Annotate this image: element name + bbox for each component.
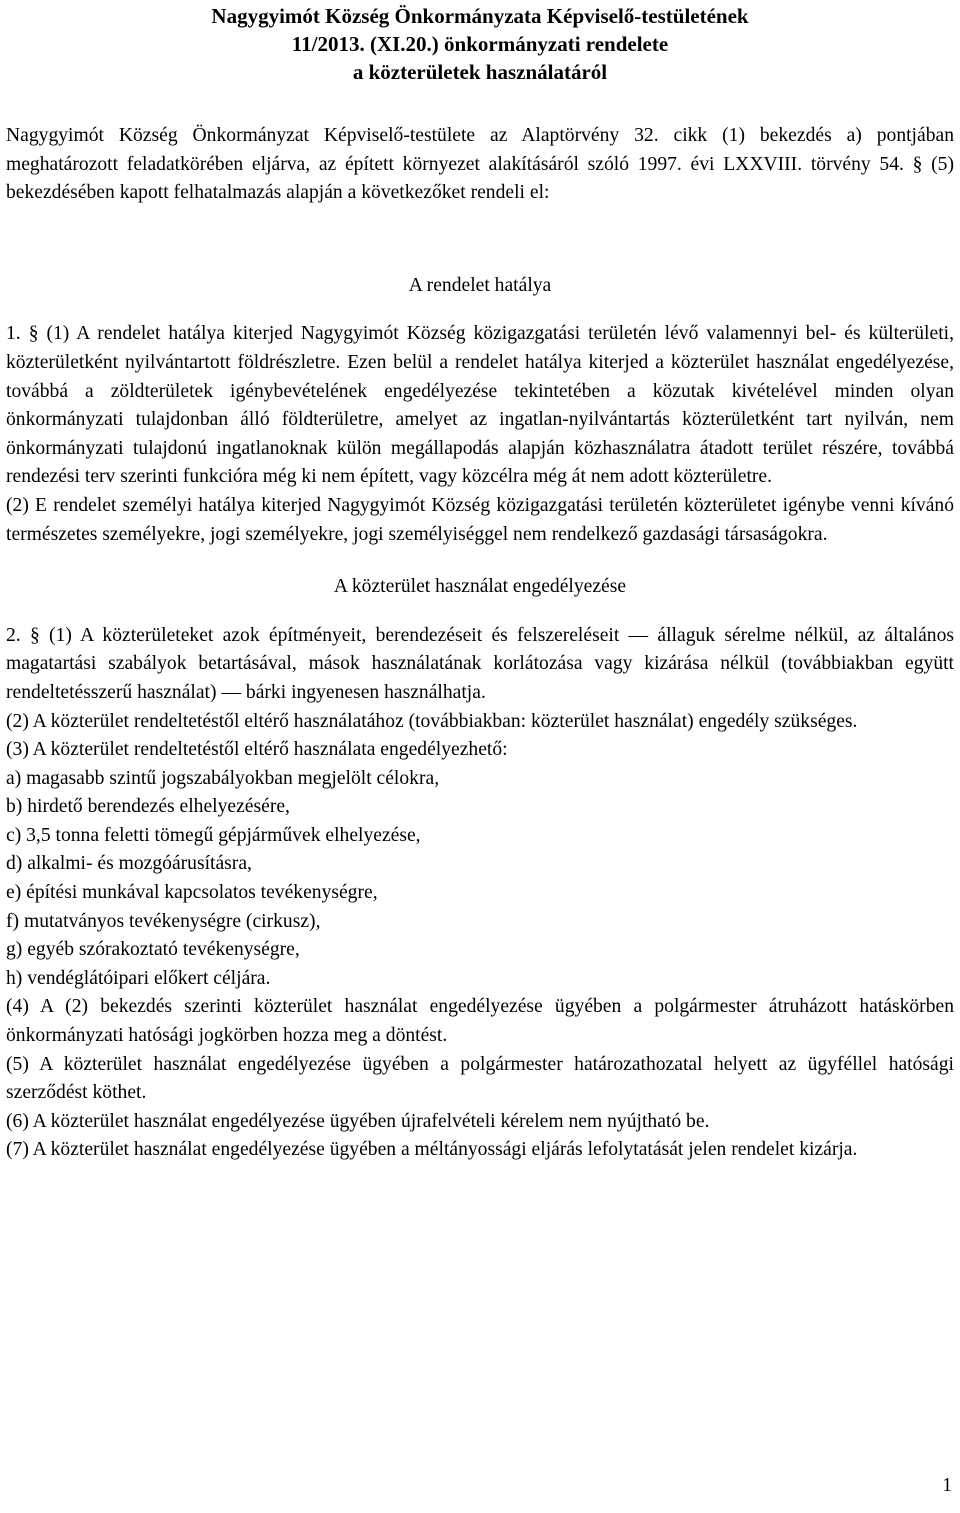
section-heading-permit: A közterület használat engedélyezése: [333, 576, 627, 598]
list-item-c: c) 3,5 tonna feletti tömegű gépjárművek elhelyezése,: [6, 824, 421, 846]
page-number: 1: [942, 1475, 952, 1496]
section1-paragraph-2: (2) E rendelet személyi hatálya kiterjed Nagygyimót Község közigazgatási területén közterületet igénybe venni kívánó természetes személyekre, jogi személyekre, jogi személyiséggel nem rendelkező gazdasági társaságokra.: [6, 494, 954, 545]
section2-paragraph-7: (7) A közterület használat engedélyezése ügyében a méltányossági eljárás lefolytatását jelen rendelet kizárja.: [6, 1139, 858, 1161]
section2-paragraph-6: (6) A közterület használat engedélyezése ügyében újrafelvételi kérelem nem nyújtható be.: [6, 1110, 710, 1132]
list-item-f: f) mutatványos tevékenységre (cirkusz),: [6, 910, 321, 932]
document-page: [6, 0, 954, 1165]
list-item-h: h) vendéglátóipari előkert céljára.: [6, 967, 271, 989]
title-line-1: Nagygyimót Község Önkormányzata Képviselő-testületének: [211, 4, 749, 28]
section2-paragraph-4: (4) A (2) bekezdés szerinti közterület használat engedélyezése ügyében a polgármester átruházott hatáskörben önkormányzati hatósági jogkörben hozza meg a döntést.: [6, 996, 954, 1047]
section-heading-scope: A rendelet hatálya: [408, 274, 552, 296]
section2-paragraph-5: (5) A közterület használat engedélyezése ügyében a polgármester határozathozatal helyett az ügyféllel hatósági szerződést köthet.: [6, 1053, 954, 1104]
list-item-d: d) alkalmi- és mozgóárusításra,: [6, 853, 252, 875]
list-item-e: e) építési munkával kapcsolatos tevékenységre,: [6, 882, 378, 904]
list-item-b: b) hirdető berendezés elhelyezésére,: [6, 796, 290, 818]
title-line-2: 11/2013. (XI.20.) önkormányzati rendelete: [291, 32, 669, 56]
section2-paragraph-3: (3) A közterület rendeltetéstől eltérő használata engedélyezhető:: [6, 739, 508, 761]
list-item-a: a) magasabb szintű jogszabályokban megjelölt célokra,: [6, 767, 440, 789]
section1-paragraph-1: 1. § (1) A rendelet hatálya kiterjed Nagygyimót Község közigazgatási területén lévő valamennyi bel- és külterületi, közterületként nyilvántartott földrészletre. Ezen belül a rendelet hatálya kiterjed a közterület használat engedélyezése, továbbá a zöldterületek igénybevételének engedélyezése tekintetében a közutak kivételével minden olyan önkormányzati tulajdonban álló földterületre, amelyet az ingatlan-nyilvántartás közterületként tart nyilván, nem önkormányzati tulajdonú ingatlanoknak külön megállapodás alapján közhasználatra átadott terület részére, továbbá rendezési terv szerinti funkcióra még ki nem épített, vagy közcélra még át nem adott közterületre.: [6, 323, 954, 488]
document-title: [6, 2, 954, 86]
section2-paragraph-1: 2. § (1) A közterületeket azok építményeit, berendezéseit és felszereléseit — állaguk sérelme nélkül, az általános magatartási szabályok betartásával, mások használatának korlátozása vagy kizárása nélkül (továbbiakban együtt rendeltetésszerű használat) — bárki ingyenesen használhatja.: [6, 624, 954, 703]
section2-paragraph-2: (2) A közterület rendeltetéstől eltérő használatához (továbbiakban: közterület használat) engedély szükséges.: [6, 710, 858, 732]
preamble-paragraph: Nagygyimót Község Önkormányzat Képviselő-testülete az Alaptörvény 32. cikk (1) bekezdés a) pontjában meghatározott feladatkörében eljárva, az épített környezet alakításáról szóló 1997. évi LXXVIII. törvény 54. § (5) bekezdésében kapott felhatalmazás alapján a következőket rendeli el:: [6, 125, 954, 204]
title-line-3: a közterületek használatáról: [352, 60, 608, 84]
list-item-g: g) egyéb szórakoztató tevékenységre,: [6, 939, 300, 961]
document-body: [6, 122, 954, 1165]
